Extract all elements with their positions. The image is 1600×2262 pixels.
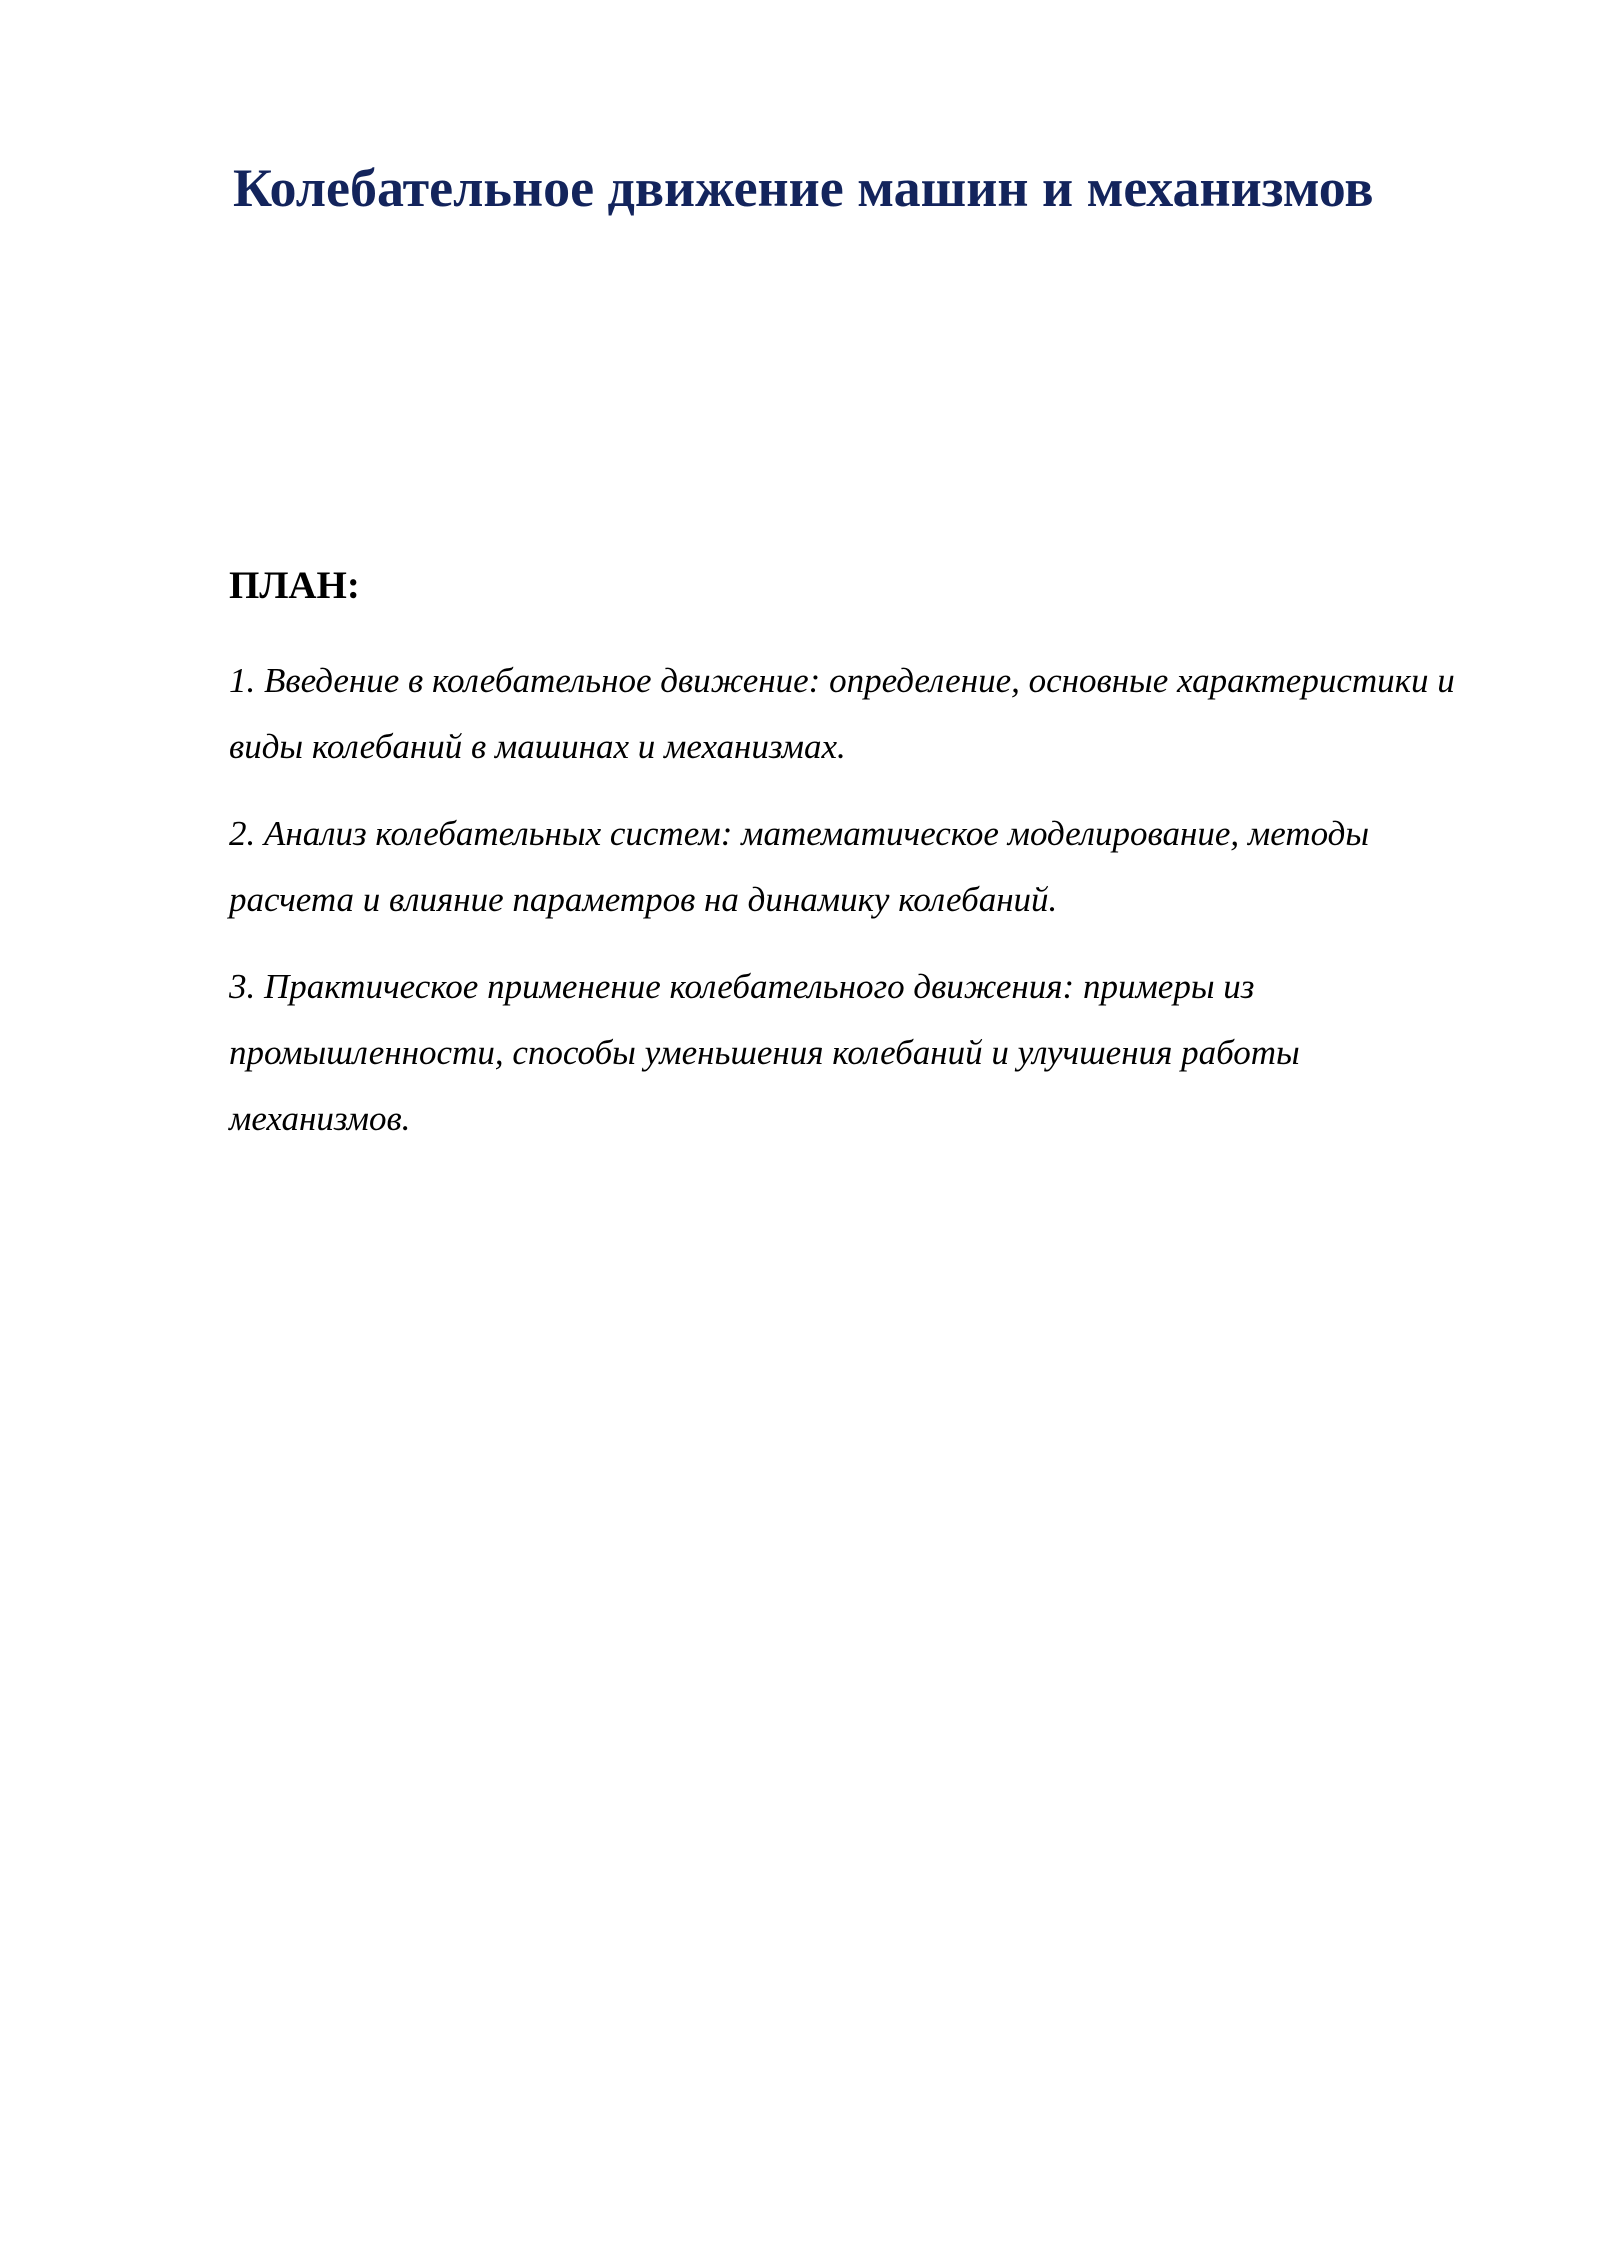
plan-heading: ПЛАН: [229, 564, 360, 607]
document-title: Колебательное движение машин и механизмов [233, 158, 1374, 218]
plan-item-3: 3. Практическое применение колебательного движения: примеры из промышленности, способы уменьшения колебаний и улучшения работы механизмов. [229, 967, 1300, 1138]
plan-item-2: 2. Анализ колебательных систем: математическое моделирование, методы расчета и влияние параметров на динамику колебаний. [229, 814, 1370, 919]
plan-item-1: 1. Введение в колебательное движение: определение, основные характеристики и виды колебаний в машинах и механизмах. [229, 661, 1455, 766]
plan-list [229, 648, 1479, 1173]
